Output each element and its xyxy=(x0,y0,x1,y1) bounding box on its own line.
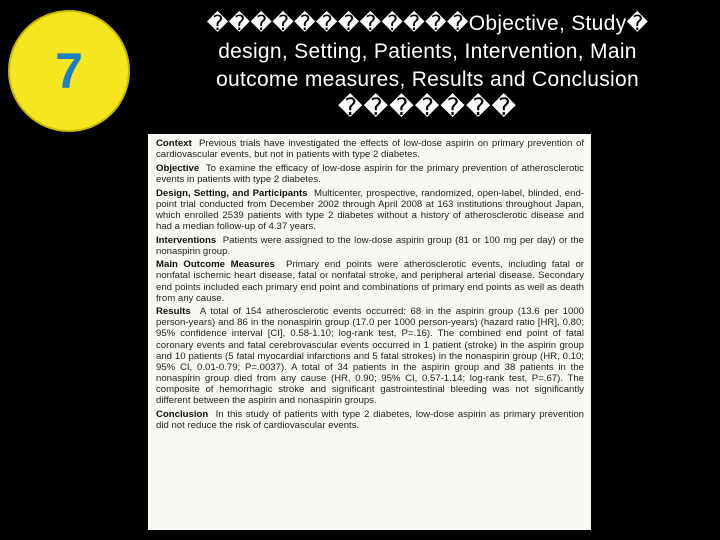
section-text: In this study of patients with type 2 diabetes, low-dose aspirin as primary prevention did not reduce the risk of cardiovascular events. xyxy=(156,408,584,431)
heading-line-2: design, Setting, Patients, Intervention, Main xyxy=(218,40,637,63)
heading-line-3: outcome measures, Results and Conclusion xyxy=(216,68,639,91)
abstract-section-results xyxy=(156,306,584,406)
abstract-section-interventions xyxy=(156,235,584,257)
abstract-section-objective xyxy=(156,163,584,185)
heading-line-1-tail: � xyxy=(626,12,649,35)
heading-line-1 xyxy=(150,10,705,38)
slide-heading xyxy=(150,10,705,122)
abstract-section-conclusion xyxy=(156,409,584,431)
section-text: Patients were assigned to the low-dose aspirin group (81 or 100 mg per day) or the nonaspirin group. xyxy=(156,234,584,257)
section-label: Main Outcome Measures xyxy=(156,259,275,271)
section-label: Context xyxy=(156,138,192,149)
section-label: Design, Setting, and Participants xyxy=(156,187,308,199)
abstract-section-context xyxy=(156,138,584,160)
section-label: Conclusion xyxy=(156,408,209,420)
section-text: Previous trials have investigated the effects of low-dose aspirin on primary prevention of cardiovascular events, but not in patients with type 2 diabetes. xyxy=(156,138,584,161)
section-text: Primary end points were atherosclerotic events, including fatal or nonfatal ischemic heart disease, fatal or nonfatal stroke, and peripheral arterial disease. Secondary end points included each primary end point and combinations of primary end points as well as death from any cause. xyxy=(156,259,585,304)
section-label: Interventions xyxy=(156,234,217,246)
section-text: To examine the efficacy of low-dose aspirin for the primary prevention of atherosclerotic events in patients with type 2 diabetes. xyxy=(156,162,584,185)
abstract-section-design xyxy=(156,188,584,232)
heading-line-1-text: ������������Objective, Study xyxy=(206,12,627,35)
section-text: A total of 154 atherosclerotic events occurred: 68 in the aspirin group (13.6 per 1000 person-years) and 86 in the nonaspirin group (17.0 per 1000 person-years) (hazard ratio [HR], 0.80; 95% confidence interval [CI], 0.58-1.10; log-rank test, P=.16). The combined end point of fatal coronary events and fatal cerebrovascular events occurred in 1 patient (stroke) in the aspirin group and 10 patients (5 fatal myocardial infarctions and 5 fatal strokes) in the nonaspirin group (HR, 0.10; 95% CI, 0.01-0.79; P=.0037). A total of 34 patients in the aspirin group and 38 patients in the nonaspirin group died from any cause (HR, 0.90; 95% CI, 0.57-1.14; log-rank test, P=.67). The composite of hemorrhagic stroke and significant gastrointestinal bleeding was not significantly different between the aspirin and nonaspirin groups. xyxy=(156,306,584,407)
slide-number: 7 xyxy=(55,43,83,99)
section-label: Objective xyxy=(156,162,200,174)
heading-line-4: ������� xyxy=(337,94,518,121)
abstract-image xyxy=(148,134,591,530)
section-text: Multicenter, prospective, randomized, open-label, blinded, end-point trial conducted from December 2002 through April 2008 at 163 institutions throughout Japan, which enrolled 2539 patients with type 2 diabetes without a history of atherosclerotic disease and had a median follow-up of 4.37 years. xyxy=(156,187,584,232)
abstract-section-outcomes xyxy=(156,259,584,303)
section-label: Results xyxy=(156,306,191,318)
slide-number-badge xyxy=(8,10,130,132)
